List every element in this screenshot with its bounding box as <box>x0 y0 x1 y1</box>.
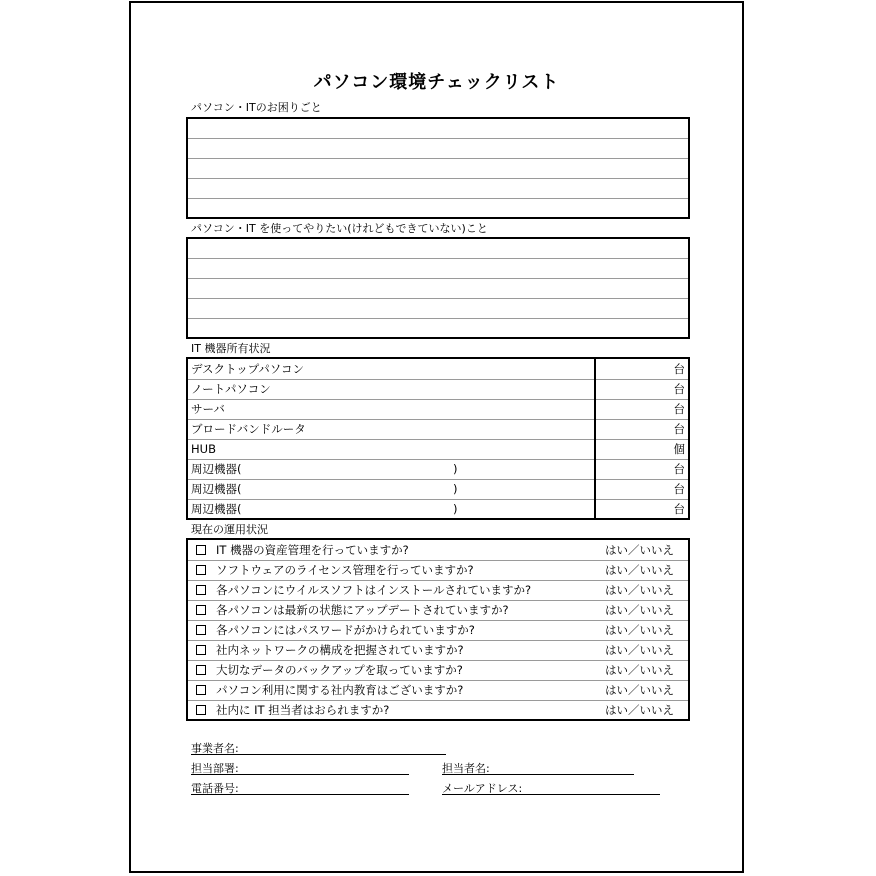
operation-question: IT 機器の資産管理を行っていますか? <box>216 542 409 557</box>
department-label: 担当部署: <box>191 762 239 775</box>
device-unit[interactable]: 台 <box>595 359 688 379</box>
device-row <box>188 379 688 399</box>
device-name: 周辺機器( <box>191 502 242 517</box>
device-unit[interactable]: 台 <box>595 399 688 419</box>
operation-question: パソコン利用に関する社内教育はございますか? <box>216 683 464 697</box>
operation-row <box>188 560 688 580</box>
phone-field-line[interactable] <box>191 794 409 795</box>
writing-line <box>188 259 688 279</box>
device-row <box>188 499 688 519</box>
operation-question: 社内に IT 担当者はおられますか? <box>216 703 390 718</box>
department-field-line[interactable] <box>191 774 409 775</box>
device-name: 周辺機器( <box>191 462 242 476</box>
person-label: 担当者名: <box>442 762 490 775</box>
device-row <box>188 359 688 379</box>
device-name: HUB <box>191 442 216 456</box>
wishes-writing-box[interactable] <box>186 237 690 339</box>
device-unit[interactable]: 個 <box>595 439 688 459</box>
operation-question-cell <box>188 640 595 660</box>
device-name: デスクトップパソコン <box>191 361 305 376</box>
device-name-cell[interactable] <box>188 419 595 439</box>
checkbox[interactable] <box>196 665 206 675</box>
writing-line <box>188 239 688 259</box>
operation-row <box>188 660 688 680</box>
section-troubles-heading: パソコン・ITのお困りごと <box>191 101 322 114</box>
device-unit[interactable]: 台 <box>595 419 688 439</box>
device-row <box>188 399 688 419</box>
device-paren-close: ) <box>453 462 458 476</box>
device-name: 周辺機器( <box>191 482 242 496</box>
operation-answer[interactable]: はい／いいえ <box>595 640 688 660</box>
operation-question-cell <box>188 660 595 680</box>
operation-question: ソフトウェアのライセンス管理を行っていますか? <box>216 563 474 577</box>
device-name-cell[interactable] <box>188 479 595 499</box>
operation-question-cell <box>188 620 595 640</box>
device-unit[interactable]: 台 <box>595 459 688 479</box>
checkbox[interactable] <box>196 605 206 615</box>
operation-answer[interactable]: はい／いいえ <box>595 540 688 560</box>
operation-answer[interactable]: はい／いいえ <box>595 580 688 600</box>
operation-row <box>188 580 688 600</box>
checkbox[interactable] <box>196 685 206 695</box>
operation-question-cell <box>188 600 595 620</box>
company-label: 事業者名: <box>191 742 239 755</box>
person-field-line[interactable] <box>442 774 634 775</box>
device-paren-close: ) <box>453 482 458 496</box>
operation-answer[interactable]: はい／いいえ <box>605 703 674 718</box>
device-row <box>188 459 688 479</box>
operation-question: 大切なデータのバックアップを取っていますか? <box>216 663 463 677</box>
writing-line <box>188 119 688 139</box>
writing-line <box>188 299 688 319</box>
operation-row <box>188 620 688 640</box>
operation-row <box>188 540 688 560</box>
company-field-line[interactable] <box>191 754 446 755</box>
device-paren-close: ) <box>453 502 458 517</box>
device-name: サーバ <box>191 402 225 416</box>
device-row <box>188 479 688 499</box>
operation-question: 各パソコンは最新の状態にアップデートされていますか? <box>216 603 509 617</box>
device-unit[interactable]: 台 <box>595 479 688 499</box>
device-row <box>188 419 688 439</box>
devices-table <box>186 357 690 520</box>
operation-answer[interactable]: はい／いいえ <box>595 620 688 640</box>
writing-line <box>188 139 688 159</box>
checkbox[interactable] <box>196 645 206 655</box>
device-row <box>188 439 688 459</box>
section-wishes-heading: パソコン・IT を使ってやりたい(けれどもできていない)こと <box>191 222 488 235</box>
troubles-writing-box[interactable] <box>186 117 690 219</box>
checkbox[interactable] <box>196 545 206 555</box>
device-name-cell[interactable] <box>188 359 595 379</box>
operation-answer[interactable]: はい／いいえ <box>595 560 688 580</box>
writing-line <box>188 159 688 179</box>
operation-question: 各パソコンにはパスワードがかけられていますか? <box>216 623 475 637</box>
writing-line <box>188 319 688 339</box>
device-name-cell[interactable] <box>188 399 595 419</box>
page-title: パソコン環境チェックリスト <box>313 72 560 93</box>
operation-question-cell <box>188 700 595 720</box>
checkbox[interactable] <box>196 585 206 595</box>
email-field-line[interactable] <box>442 794 660 795</box>
device-unit[interactable]: 台 <box>595 379 688 399</box>
operations-table <box>186 538 690 721</box>
writing-line <box>188 199 688 219</box>
device-name: ノートパソコン <box>191 382 271 396</box>
checkbox[interactable] <box>196 565 206 575</box>
phone-label: 電話番号: <box>191 782 239 795</box>
operation-question-cell <box>188 560 595 580</box>
operation-row <box>188 600 688 620</box>
operation-answer[interactable]: はい／いいえ <box>595 680 688 700</box>
device-name-cell[interactable] <box>188 459 595 479</box>
writing-line <box>188 179 688 199</box>
operation-question: 社内ネットワークの構成を把握されていますか? <box>216 643 464 657</box>
checkbox[interactable] <box>196 625 206 635</box>
device-name-cell[interactable] <box>188 499 595 519</box>
checkbox[interactable] <box>196 705 206 715</box>
operation-answer[interactable]: はい／いいえ <box>595 600 688 620</box>
section-operations-heading: 現在の運用状況 <box>191 523 268 536</box>
email-label: メールアドレス: <box>442 782 523 795</box>
device-name-cell[interactable] <box>188 379 595 399</box>
section-devices-heading: IT 機器所有状況 <box>191 342 271 355</box>
operation-row <box>188 700 688 720</box>
operation-question: 各パソコンにウイルスソフトはインストールされていますか? <box>216 583 532 597</box>
operation-row <box>188 640 688 660</box>
operation-question-cell <box>188 540 595 560</box>
operation-question-cell <box>188 580 595 600</box>
operation-question-cell <box>188 680 595 700</box>
device-name-cell[interactable] <box>188 439 595 459</box>
operation-answer[interactable]: はい／いいえ <box>595 660 688 680</box>
writing-line <box>188 279 688 299</box>
device-name: ブロードバンドルータ <box>191 422 306 436</box>
device-unit[interactable]: 台 <box>595 499 688 519</box>
operation-row <box>188 680 688 700</box>
